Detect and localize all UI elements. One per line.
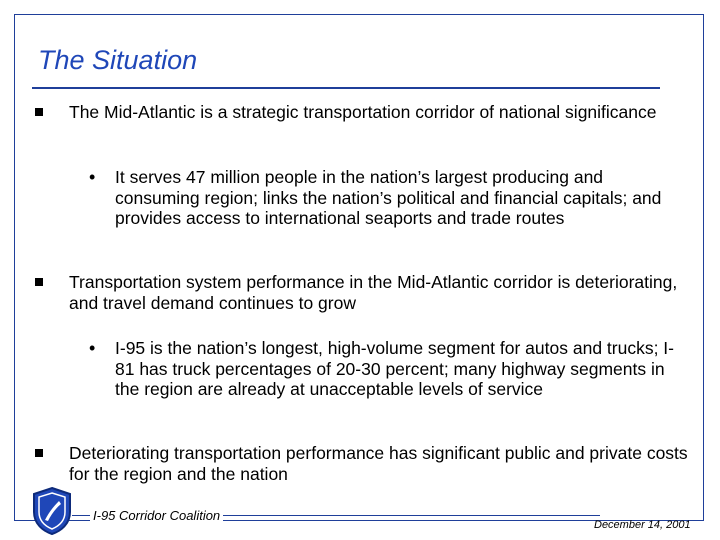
bullet-1-text: The Mid-Atlantic is a strategic transportation corridor of national significance <box>69 102 657 122</box>
footer-organization: I-95 Corridor Coalition <box>90 508 223 523</box>
bullet-3 <box>69 443 689 485</box>
bullet-1 <box>69 102 689 123</box>
shield-icon <box>30 486 74 536</box>
footer-divider-right <box>250 515 600 516</box>
bullet-2-text: Transportation system performance in the Mid-Atlantic corridor is deteriorating, and travel demand continues to grow <box>69 272 678 313</box>
slide-title: The Situation <box>38 45 198 75</box>
sub-bullet-2 <box>89 338 690 400</box>
bullet-3-text: Deteriorating transportation performance has significant public and private costs for the region and the nation <box>69 443 688 484</box>
footer-date: December 14, 2001 <box>594 519 691 531</box>
bullet-2 <box>69 272 689 314</box>
dot-bullet-icon: • <box>89 167 96 187</box>
sub-bullet-1 <box>89 167 690 229</box>
sub-bullet-1-text: It serves 47 million people in the nation’s largest producing and consuming region; links the nation’s political and financial capitals; and provides access to international seaports and trade routes <box>115 167 662 228</box>
square-bullet-icon <box>35 449 43 457</box>
dot-bullet-icon: • <box>89 338 96 358</box>
square-bullet-icon <box>35 278 43 286</box>
square-bullet-icon <box>35 108 43 116</box>
sub-bullet-2-text: I-95 is the nation’s longest, high-volume segment for autos and trucks; I-81 has truck percentages of 20-30 percent; many highway segments in the region are already at unacceptable levels of service <box>115 338 675 399</box>
title-divider <box>32 87 660 89</box>
